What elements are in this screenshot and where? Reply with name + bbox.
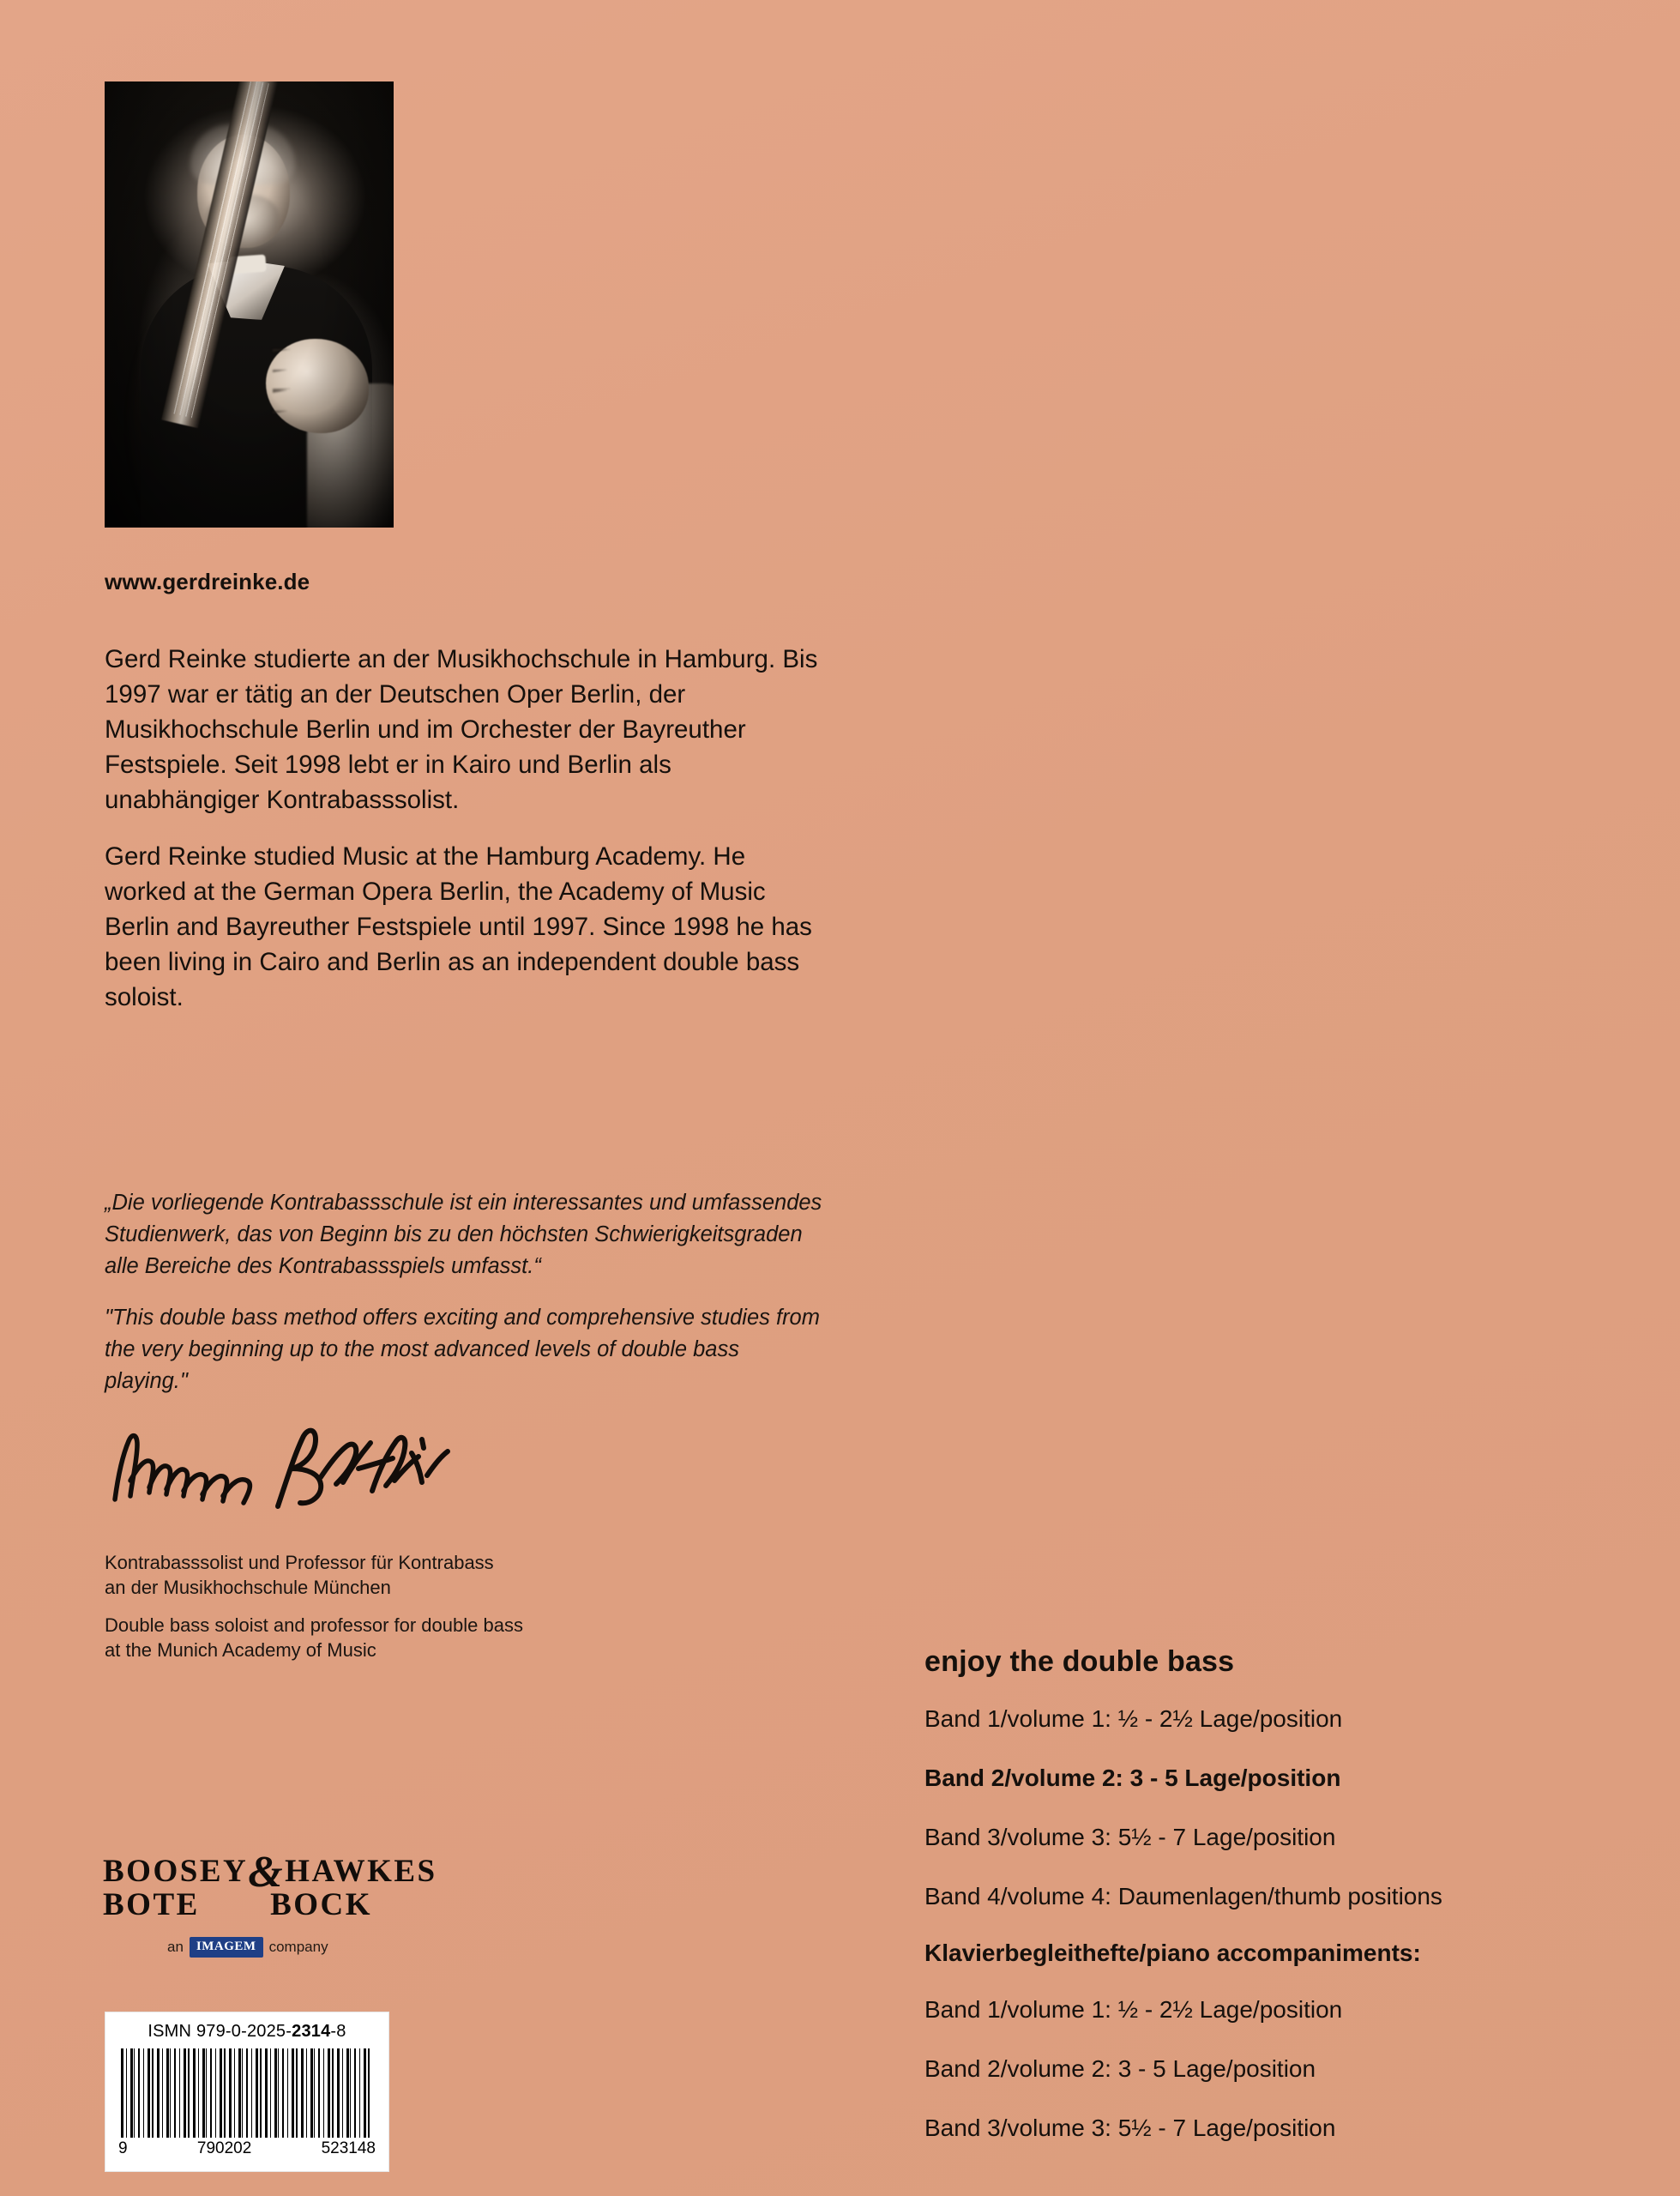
ampersand-icon: &	[248, 1848, 286, 1897]
publisher-boosey: BOOSEY	[103, 1854, 249, 1889]
ismn-text	[105, 2022, 388, 2042]
signature-caption-english-line1: Double bass soloist and professor for double bass	[105, 1614, 523, 1636]
photo-vignette	[105, 81, 394, 528]
volume-list	[924, 1645, 1619, 2171]
publisher-parent-company	[103, 1937, 403, 1958]
photo-canvas	[105, 81, 394, 528]
signature-caption-german-line1: Kontrabasssolist und Professor für Kontrabass	[105, 1552, 494, 1573]
endorsement-quote-english: "This double bass method offers exciting and comprehensive studies from the very beginning up to the most advanced levels of double bass playing."	[105, 1306, 820, 1393]
series-title: enjoy the double bass	[924, 1645, 1235, 1678]
publisher-name-line1	[103, 1848, 437, 1897]
endorsement-quote-german: „Die vorliegende Kontrabassschule ist ein interessantes und umfassendes Studienwerk, das von Beginn bis zu den höchsten Schwierigkeitsgraden alle Bereiche des Kontrabassspiels umfasst.“	[105, 1191, 822, 1278]
publisher-hawkes: HAWKES	[285, 1854, 437, 1889]
barcode-bars	[121, 2048, 373, 2138]
publisher-bock: BOCK	[270, 1887, 373, 1922]
volume-item-3: Band 3/volume 3: 5½ - 7 Lage/position	[924, 1824, 1336, 1850]
signature-caption-german-line2: an der Musikhochschule München	[105, 1577, 391, 1598]
piano-accompaniments-heading: Klavierbegleithefte/piano accompaniments:	[924, 1940, 1421, 1966]
publisher-bote: BOTE	[103, 1887, 200, 1922]
volume-item-1: Band 1/volume 1: ½ - 2½ Lage/position	[924, 1705, 1343, 1732]
ismn-suffix: -8	[330, 2022, 346, 2041]
website-url[interactable]: www.gerdreinke.de	[105, 569, 310, 594]
barcode-digits	[117, 2139, 377, 2158]
imagem-logo: IMAGEM	[190, 1937, 263, 1958]
signature-caption-german	[105, 1550, 494, 1600]
publisher-sub-suffix: company	[268, 1939, 328, 1955]
accompaniment-item-1: Band 1/volume 1: ½ - 2½ Lage/position	[924, 1996, 1343, 2023]
biography-english: Gerd Reinke studied Music at the Hamburg Academy. He worked at the German Opera Berlin, the Academy of Music Berlin and Bayreuther Festspiele until 1997. Since 1998 he has been living in Cairo and Berlin as an independent double bass soloist.	[105, 842, 812, 1011]
author-portrait-photo	[105, 81, 394, 528]
barcode-block	[105, 2012, 389, 2172]
volume-item-4: Band 4/volume 4: Daumenlagen/thumb positions	[924, 1883, 1442, 1909]
publisher-sub-prefix: an	[167, 1939, 184, 1955]
volume-item-2: Band 2/volume 2: 3 - 5 Lage/position	[924, 1765, 1341, 1791]
publisher-logo	[103, 1848, 437, 1958]
barcode-digit-mid: 790202	[196, 2139, 252, 2157]
signature-caption-english-line2: at the Munich Academy of Music	[105, 1639, 376, 1661]
ismn-bold-part: 2314	[292, 2022, 331, 2041]
accompaniment-item-2: Band 2/volume 2: 3 - 5 Lage/position	[924, 2055, 1316, 2082]
ismn-prefix: ISMN 979-0-2025-	[148, 2022, 292, 2041]
biography-german: Gerd Reinke studierte an der Musikhochschule in Hamburg. Bis 1997 war er tätig an der Deutschen Oper Berlin, der Musikhochschule Berlin und im Orchester der Bayreuther Festspiele. Seit 1998 lebt er in Kairo und Berlin als unabhängiger Kontrabasssolist.	[105, 645, 818, 814]
barcode-digit-left: 9	[118, 2139, 128, 2157]
barcode-digit-right: 523148	[321, 2139, 376, 2157]
accompaniment-item-3: Band 3/volume 3: 5½ - 7 Lage/position	[924, 2115, 1336, 2141]
handwritten-signature	[110, 1424, 496, 1518]
signature-caption-english	[105, 1613, 523, 1662]
